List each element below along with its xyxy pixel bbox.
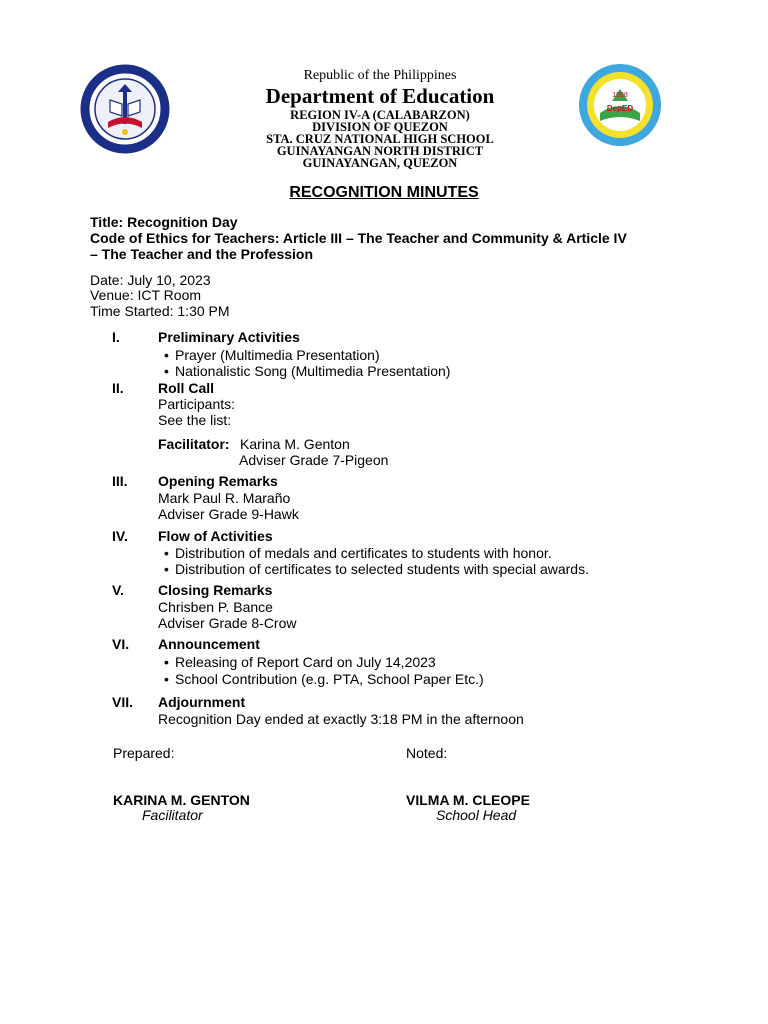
noted-role: School Head [436, 807, 517, 823]
header-division: DIVISION OF QUEZON [312, 120, 448, 134]
header-school: STA. CRUZ NATIONAL HIGH SCHOOL [266, 132, 494, 146]
section-number: IV. [112, 528, 128, 544]
section-heading: Preliminary Activities [158, 329, 300, 345]
section-line: Adviser Grade 8-Crow [158, 615, 297, 631]
facilitator-role: Adviser Grade 7-Pigeon [239, 452, 389, 468]
list-item: • Nationalistic Song (Multimedia Presentation) [175, 363, 450, 379]
section-line: Recognition Day ended at exactly 3:18 PM in the afternoon [158, 711, 524, 727]
section-number: V. [112, 582, 124, 598]
section-heading: Flow of Activities [158, 528, 273, 544]
section-heading: Adjournment [158, 694, 246, 710]
section-heading: Roll Call [158, 380, 215, 396]
school-seal-year: 1998 [612, 92, 628, 99]
section-line: See the list: [158, 412, 232, 428]
section-line: Chrisben P. Bance [158, 599, 273, 615]
list-item: • Distribution of certificates to selected students with special awards. [175, 561, 589, 577]
noted-label: Noted: [406, 745, 448, 761]
list-item: • Prayer (Multimedia Presentation) [175, 347, 380, 363]
header-district: GUINAYANGAN NORTH DISTRICT [276, 144, 484, 158]
facilitator-name: Karina M. Genton [240, 436, 350, 452]
facilitator-label: Facilitator: [158, 436, 230, 452]
list-item: • School Contribution (e.g. PTA, School Paper Etc.) [175, 671, 484, 687]
school-seal-brand: DepED [606, 104, 634, 113]
section-line: Adviser Grade 9-Hawk [158, 506, 299, 522]
prepared-label: Prepared: [113, 745, 175, 761]
section-number: III. [112, 473, 128, 489]
header-region: REGION IV-A (CALABARZON) [290, 108, 470, 122]
section-heading: Announcement [158, 636, 260, 652]
noted-name: VILMA M. CLEOPE [406, 792, 530, 808]
meta-title: Title: Recognition Day [90, 214, 238, 230]
deped-seal [80, 64, 170, 154]
meta-time: Time Started: 1:30 PM [90, 303, 230, 319]
section-number: VI. [112, 636, 130, 652]
department-title: Department of Education [265, 84, 495, 108]
section-line: Mark Paul R. Maraño [158, 490, 291, 506]
section-number: VII. [112, 694, 134, 710]
meta-date: Date: July 10, 2023 [90, 272, 211, 288]
meta-venue: Venue: ICT Room [90, 287, 202, 303]
republic-line: Republic of the Philippines [303, 68, 457, 83]
section-number: I. [112, 329, 120, 345]
prepared-name: KARINA M. GENTON [113, 792, 250, 808]
document-title: RECOGNITION MINUTES [289, 184, 479, 201]
list-item: • Releasing of Report Card on July 14,2023 [175, 654, 436, 670]
list-item: • Distribution of medals and certificates to students with honor. [175, 545, 552, 561]
school-seal [578, 63, 662, 147]
meta-code-line1: Code of Ethics for Teachers: Article III – The Teacher and Community & Article IV [90, 230, 627, 246]
section-number: II. [112, 380, 124, 396]
section-heading: Opening Remarks [158, 473, 278, 489]
meta-code-line2: – The Teacher and the Profession [90, 246, 314, 262]
header-address: GUINAYANGAN, QUEZON [302, 156, 458, 170]
prepared-role: Facilitator [142, 807, 203, 823]
section-heading: Closing Remarks [158, 582, 273, 598]
section-line: Participants: [158, 396, 236, 412]
